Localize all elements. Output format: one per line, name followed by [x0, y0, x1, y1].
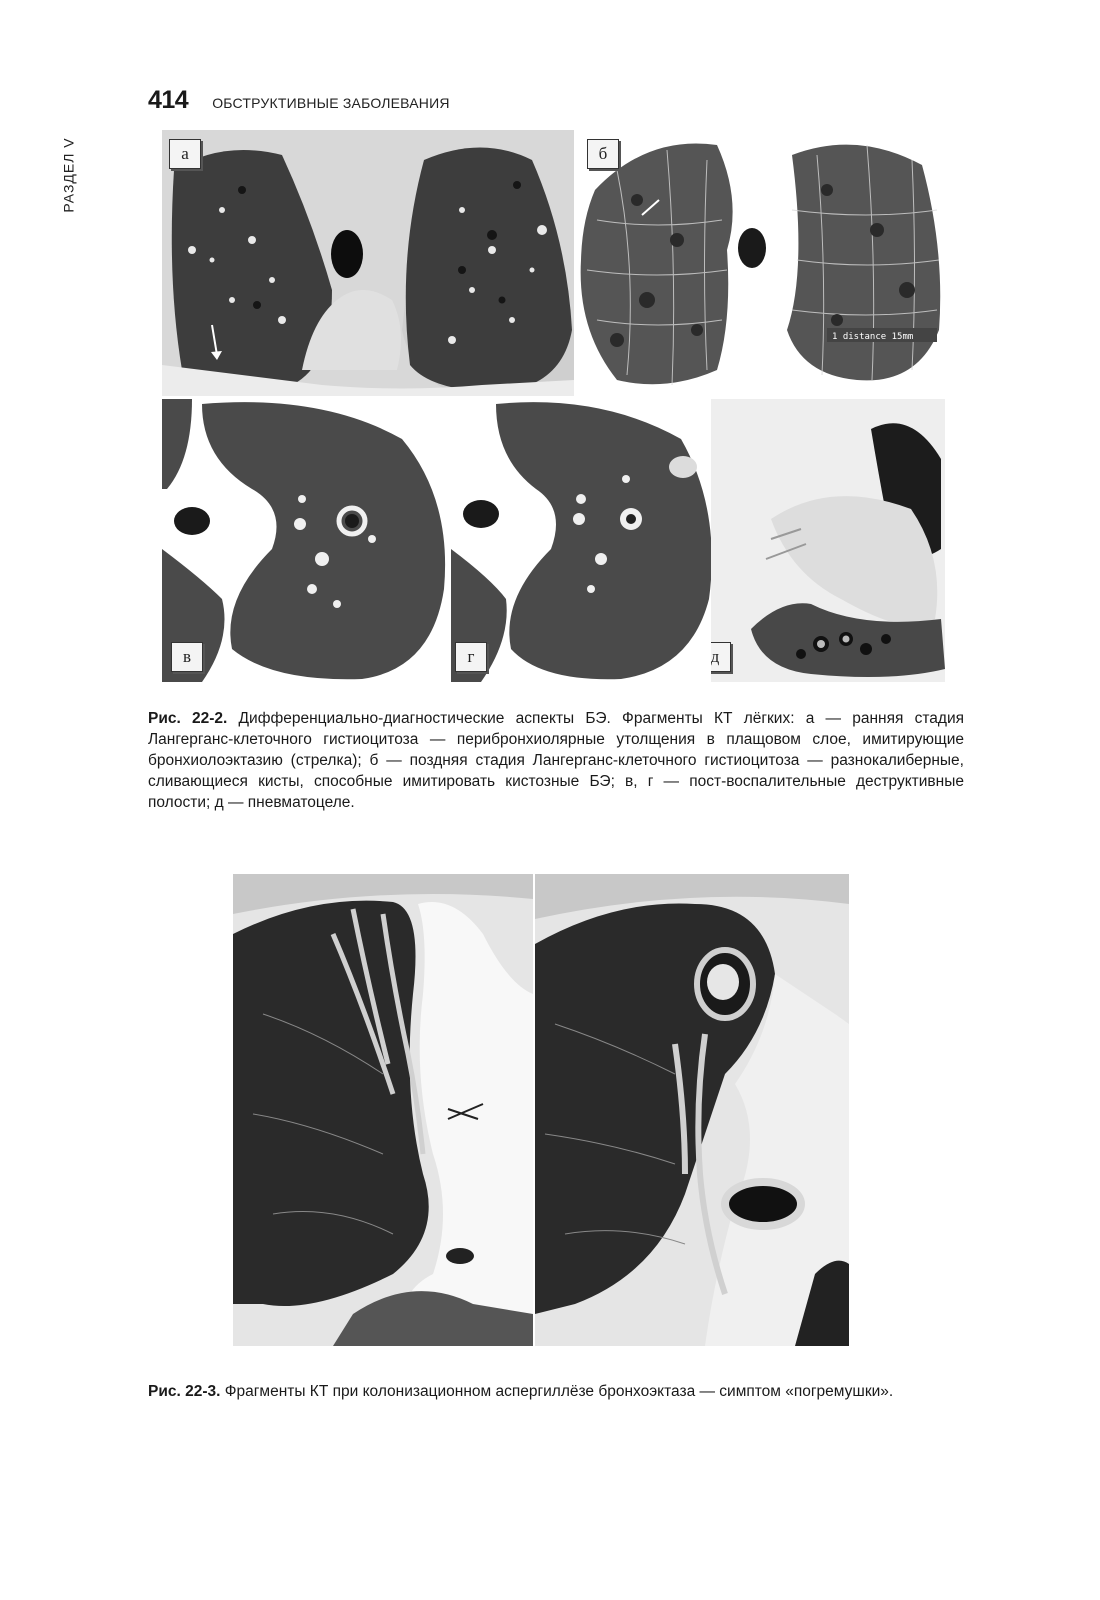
figure-22-2-caption — [148, 708, 964, 813]
ct-image-b — [577, 130, 945, 396]
panel-label-d: д — [711, 642, 731, 672]
figure-22-3-caption-label: Рис. 22-3. — [148, 1383, 221, 1400]
section-side-label — [56, 130, 82, 220]
ct-panel-a — [162, 130, 574, 396]
ct-image-left — [233, 874, 533, 1346]
ct-panel-v — [162, 399, 449, 682]
section-side-label-text: РАЗДЕЛ V — [61, 137, 77, 213]
section-title: ОБСТРУКТИВНЫЕ ЗАБОЛЕВАНИЯ — [212, 95, 450, 111]
svg-text:1 distance 15mm: 1 distance 15mm — [832, 332, 914, 342]
ct-panel-right — [535, 874, 849, 1346]
figure-22-3-caption — [148, 1381, 964, 1402]
figure-22-3 — [233, 874, 849, 1346]
panel-label-g: г — [455, 642, 487, 672]
ct-panel-left — [233, 874, 533, 1346]
panel-label-v: в — [171, 642, 203, 672]
panel-label-b: б — [587, 139, 619, 169]
panel-label-a: а — [169, 139, 201, 169]
ct-image-v — [162, 399, 449, 682]
figure-22-2-caption-text: Дифференциально-диагностические аспекты БЭ. Фрагменты КТ лёгких: а — ранняя стадия Лангерганс-клеточного гистиоцитоза — перибронхиолярные утолщения в плащовом слое, имитирующие бронхиолоэктазию (стрелка); б — поздняя стадия Лангерганс-клеточного гистиоцитоза — разнокалиберные, сливающиеся кисты, способные имитировать кистозные БЭ; в, г — пост-воспалительные деструктивные полости; д — пневматоцеле. — [148, 710, 965, 811]
figure-22-2-caption-label: Рис. 22-2. — [148, 710, 228, 727]
ct-panel-b — [577, 130, 945, 396]
ct-image-right — [535, 874, 849, 1346]
ct-panel-g — [451, 399, 711, 682]
figure-22-3-caption-text: Фрагменты КТ при колонизационном аспергиллёзе бронхоэктаза — симптом «погремушки». — [224, 1383, 894, 1400]
page-number: 414 — [148, 86, 189, 114]
ct-image-g — [451, 399, 711, 682]
ct-panel-d — [711, 399, 945, 682]
ct-image-d — [711, 399, 945, 682]
ct-image-a — [162, 130, 574, 396]
running-head — [148, 86, 450, 115]
figure-22-2 — [162, 130, 945, 682]
